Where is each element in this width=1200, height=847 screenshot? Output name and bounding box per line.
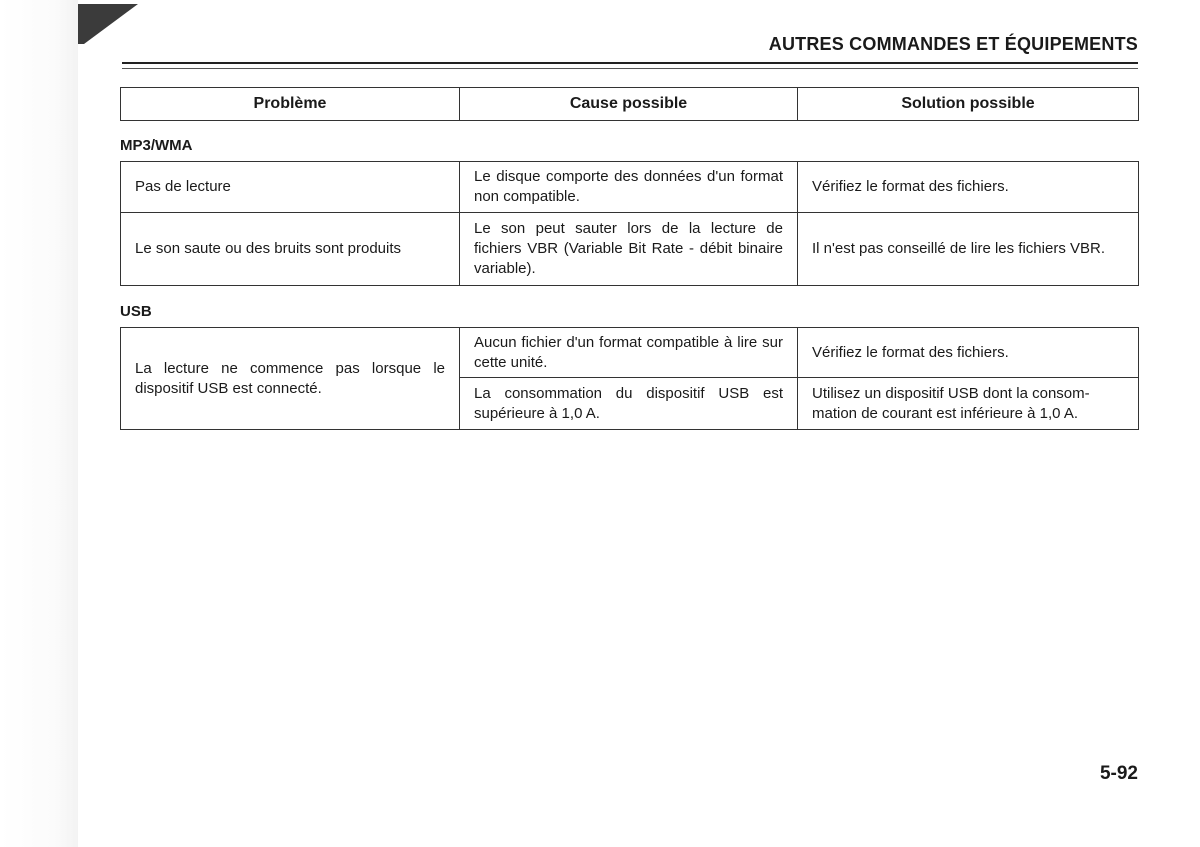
corner-mark bbox=[78, 4, 138, 44]
section-title-usb: USB bbox=[120, 303, 152, 320]
cell-cause: Aucun fichier d'un format compatible à lire sur cette unité. bbox=[460, 328, 798, 378]
header-probleme: Problème bbox=[121, 88, 460, 121]
header-solution: Solution possible bbox=[798, 88, 1139, 121]
cell-probleme: La lecture ne commence pas lorsque le dispositif USB est connecté. bbox=[121, 328, 460, 430]
table-mp3 bbox=[120, 161, 1139, 286]
running-head: AUTRES COMMANDES ET ÉQUIPEMENTS bbox=[768, 34, 1138, 54]
cell-solution: Il n'est pas conseillé de lire les fichiers VBR. bbox=[798, 213, 1139, 286]
header-rule-thin bbox=[122, 68, 1138, 69]
cell-probleme: Le son saute ou des bruits sont produits bbox=[121, 213, 460, 286]
table-usb bbox=[120, 327, 1139, 430]
cell-solution: Utilisez un dispositif USB dont la consom-mation de courant est inférieure à 1,0 A. bbox=[798, 378, 1139, 430]
table-row bbox=[121, 328, 1139, 378]
cell-probleme: Pas de lecture bbox=[121, 162, 460, 213]
cell-cause: La consommation du dispositif USB est supérieure à 1,0 A. bbox=[460, 378, 798, 430]
table-row bbox=[121, 213, 1139, 286]
scan-margin bbox=[0, 0, 78, 847]
table-row bbox=[121, 162, 1139, 213]
table-header bbox=[120, 87, 1139, 121]
cell-solution: Vérifiez le format des fichiers. bbox=[798, 328, 1139, 378]
header-cause: Cause possible bbox=[460, 88, 798, 121]
cell-cause: Le disque comporte des données d'un format non compatible. bbox=[460, 162, 798, 213]
section-title-mp3: MP3/WMA bbox=[120, 137, 193, 154]
cell-cause: Le son peut sauter lors de la lecture de fichiers VBR (Variable Bit Rate - débit binaire variable). bbox=[460, 213, 798, 286]
header-rule bbox=[122, 62, 1138, 64]
page-number: 5-92 bbox=[1099, 763, 1138, 784]
cell-solution: Vérifiez le format des fichiers. bbox=[798, 162, 1139, 213]
